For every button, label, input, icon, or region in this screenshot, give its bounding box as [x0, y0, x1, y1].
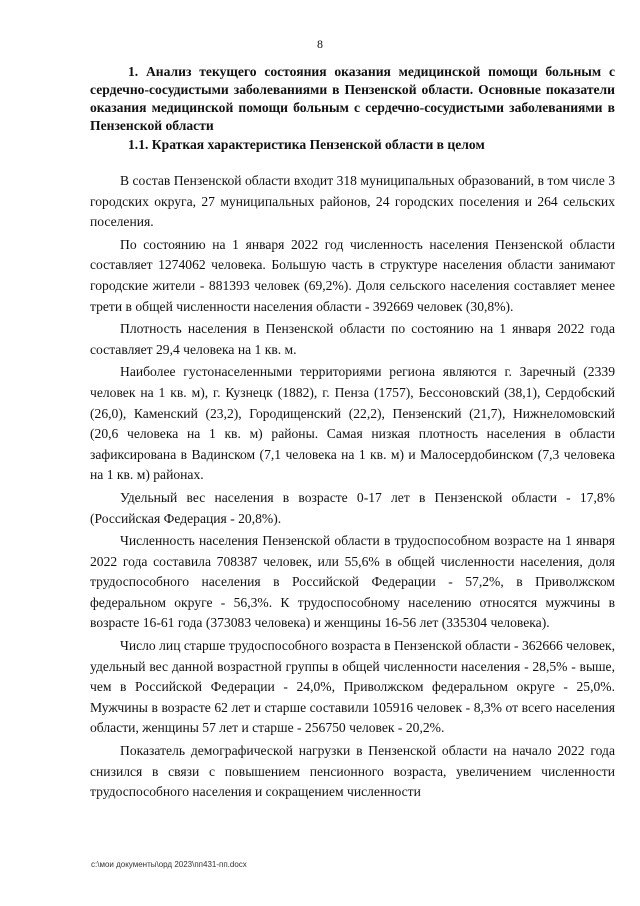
page-number: 8 — [317, 37, 323, 51]
paragraph: Плотность населения в Пензенской области по состоянию на 1 января 2022 года составляет 29,4 человека на 1 кв. м. — [90, 321, 615, 357]
paragraph: Число лиц старше трудоспособного возраста в Пензенской области - 362666 человек, удельный вес данной возрастной группы в общей численности населения - 28,5% - выше, чем в Российской Федерации - 24,0%, Приволжском федеральном округе - 25,0%. Мужчины в возрасте 62 лет и старше составили 105916 человек - 8,3% от всего населения области, женщины 57 лет и старше - 256750 человек - 20,2%. — [90, 638, 615, 736]
paragraph: Наиболее густонаселенными территориями региона являются г. Заречный (2339 человек на 1 кв. м), г. Кузнецк (1882), г. Пенза (1757), Бессоновский (38,1), Сердобский (26,0), Каменский (23,2), Городищенский (22,2), Пензенский (21,7), Нижнеломовский (20,6 человека на 1 кв. м) районы. Самая низкая плотность населения в области зафиксирована в Вадинском (7,1 человека на 1 кв. м) и Малосердобинском (7,3 человека на 1 кв. м) районах. — [90, 364, 615, 483]
paragraph: Численность населения Пензенской области в трудоспособном возрасте на 1 января 2022 года составила 708387 человек, или 55,6% в общей численности населения, доля трудоспособного населения в Российской Федерации - 57,2%, в Приволжском федеральном округе - 56,3%. К трудоспособному населению относятся мужчины в возрасте 16-61 года (373083 человека) и женщины 16-56 лет (335304 человека). — [90, 533, 615, 631]
paragraph: По состоянию на 1 января 2022 год численность населения Пензенской области составляет 1274062 человека. Большую часть в структуре населения области занимают городские жители - 881393 человек (69,2%). Доля сельского населения составляет менее трети в общей численности населения области - 392669 человек (30,8%). — [90, 236, 615, 314]
section-heading: 1. Анализ текущего состояния оказания медицинской помощи больным с сердечно-сосудистыми заболеваниями в Пензенской области. Основные показатели оказания медицинской помощи больным с сердечно-сосудистыми заболеваниями в Пензенской области — [90, 64, 615, 133]
paragraph: В состав Пензенской области входит 318 муниципальных образований, в том числе 3 городских округа, 27 муниципальных районов, 24 городских поселения и 264 сельских поселения. — [90, 173, 615, 230]
subsection-heading: 1.1. Краткая характеристика Пензенской области в целом — [128, 137, 485, 152]
paragraph: Показатель демографической нагрузки в Пензенской области на начало 2022 года снизился в связи с повышением пенсионного возраста, увеличением численности трудоспособного населения и сокращением численности — [90, 743, 615, 800]
footer-file-path: c:\мои документы\орд 2023\пп431-пп.docx — [91, 860, 247, 869]
document-body — [90, 171, 615, 805]
paragraph: Удельный вес населения в возрасте 0-17 лет в Пензенской области - 17,8% (Российская Федерация - 20,8%). — [90, 489, 615, 526]
